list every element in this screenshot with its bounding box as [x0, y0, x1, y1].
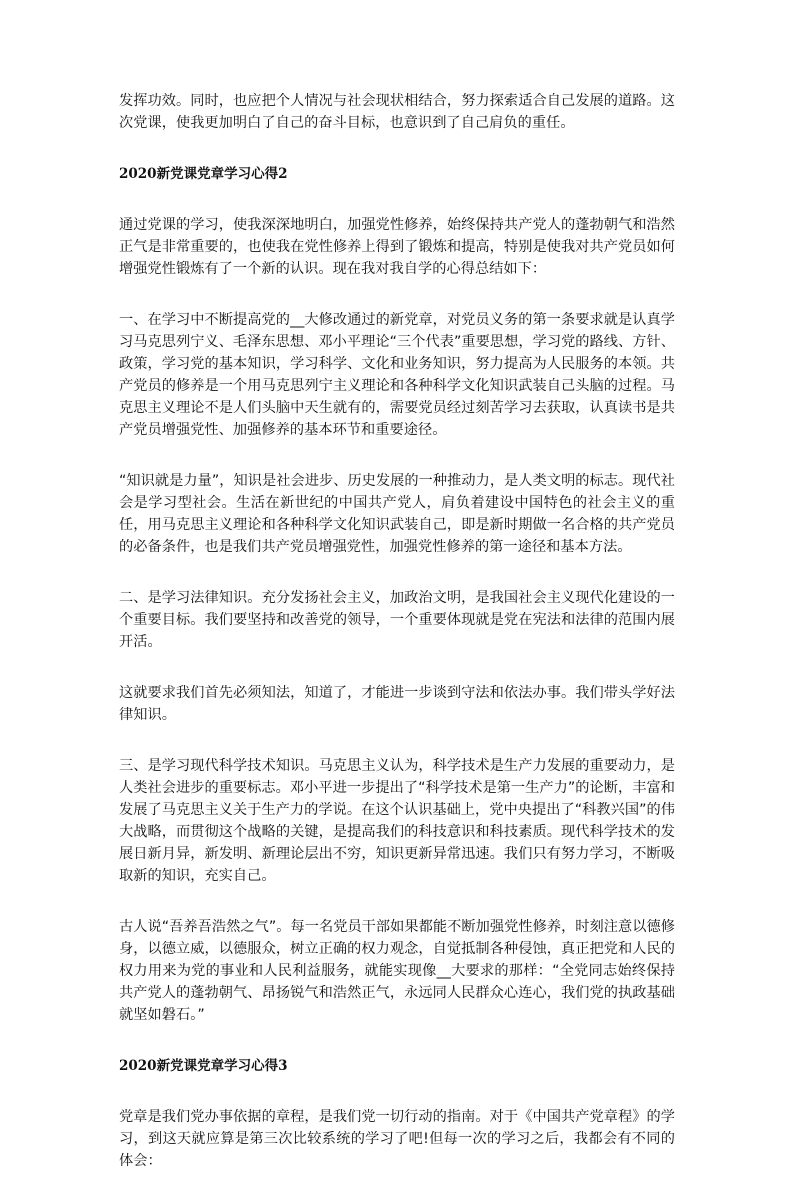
- section-heading-2: 2020新党课党章学习心得2: [119, 166, 288, 182]
- paragraph-point-three: 三、是学习现代科学技术知识。马克思主义认为，科学技术是生产力发展的重要动力，是人类社会进步的重要标志。邓小平进一步提出了“科学技术是第一生产力”的论断，丰富和发展了马克思主义关于生产力的学说。在这个认识基础上，党中央提出了“科教兴国”的伟大战略，而贯彻这个战略的关键，是提高我们的科技意识和科技素质。现代科学技术的发展日新月异，新发明、新理论层出不穷，知识更新异常迅速。我们只有努力学习，不断吸取新的知识，充实自己。: [119, 758, 675, 884]
- paragraph-section3-intro: 党章是我们党办事依据的章程，是我们党一切行动的指南。对于《中国共产党章程》的学习，到这天就应算是第三次比较系统的学习了吧!但每一次的学习之后，我都会有不同的体会：: [119, 1109, 675, 1169]
- paragraph-point-one: 一、在学习中不断提高党的__大修改通过的新党章，对党员义务的第一条要求就是认真学习马克思列宁义、毛泽东思想、邓小平理论“三个代表”重要思想，学习党的路线、方针、政策，学习党的基本知识，学习科学、文化和业务知识，努力提高为人民服务的本领。共产党员的修养是一个用马克思列宁主义理论和各种科学文化知识武装自己头脑的过程。马克思主义理论不是人们头脑中天生就有的，需要党员经过刻苦学习去获取，认真读书是共产党员增强党性、加强修养的基本环节和重要途径。: [119, 312, 675, 438]
- paragraph-section2-intro: 通过党课的学习，使我深深地明白，加强党性修养，始终保持共产党人的蓬勃朝气和浩然正气是非常重要的，也使我在党性修养上得到了锻炼和提高，特别是使我对共产党员如何增强党性锻炼有了一个新的认识。现在我对我自学的心得总结如下：: [119, 217, 675, 277]
- paragraph-knowledge-is-power: “知识就是力量”，知识是社会进步、历史发展的一种推动力，是人类文明的标志。现代社会是学习型社会。生活在新世纪的中国共产党人，肩负着建设中国特色的社会主义的重任，用马克思主义理论和各种科学文化知识武装自己，即是新时期做一名合格的共产党员的必备条件，也是我们共产党员增强党性，加强党性修养的第一途径和基本方法。: [119, 473, 675, 555]
- document-body: [119, 90, 675, 1201]
- paragraph-know-the-law: 这就要求我们首先必须知法，知道了，才能进一步谈到守法和依法办事。我们带头学好法律知识。: [119, 685, 675, 723]
- paragraph-point-two: 二、是学习法律知识。充分发扬社会主义，加政治文明，是我国社会主义现代化建设的一个重要目标。我们要坚持和改善党的领导，一个重要体现就是党在宪法和法律的范围内展开活。: [119, 590, 675, 650]
- section-heading-3: 2020新党课党章学习心得3: [119, 1058, 288, 1074]
- paragraph-ancients-said: 古人说“吾养吾浩然之气”。每一名党员干部如果都能不断加强党性修养，时刻注意以德修身，以德立威，以德服众，树立正确的权力观念，自觉抵制各种侵蚀，真正把党和人民的权力用来为党的事业和人民利益服务，就能实现像__大要求的那样：“全党同志始终保持共产党人的蓬勃朝气、昂扬锐气和浩然正气，永远同人民群众心连心，我们党的执政基础就坚如磐石。”: [119, 919, 675, 1023]
- paragraph-intro-continuation: 发挥功效。同时，也应把个人情况与社会现状相结合，努力探索适合自己发展的道路。这次党课，使我更加明白了自己的奋斗目标，也意识到了自己肩负的重任。: [119, 93, 675, 131]
